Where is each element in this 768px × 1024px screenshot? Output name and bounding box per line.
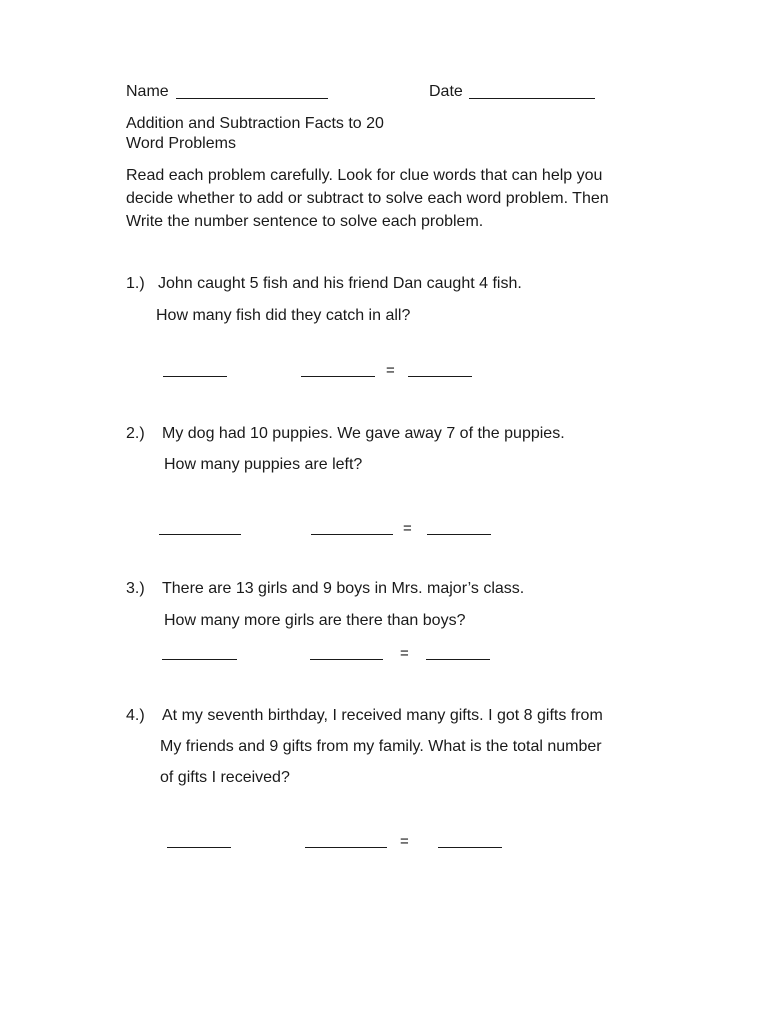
problem-4-line: At my seventh birthday, I received many gifts. I got 8 gifts from (162, 707, 603, 724)
problem-4-blank-second[interactable] (305, 847, 387, 848)
problem-1-blank-answer[interactable] (408, 376, 472, 377)
problem-2-number: 2.) (126, 425, 145, 442)
problem-4-line: of gifts I received? (160, 769, 290, 786)
problem-3-blank-second[interactable] (310, 659, 383, 660)
problem-2-blank-first[interactable] (159, 534, 241, 535)
worksheet-title: Addition and Subtraction Facts to 20 (126, 115, 384, 132)
problem-4-line: My friends and 9 gifts from my family. What is the total number (160, 738, 602, 755)
problem-2-blank-answer[interactable] (427, 534, 491, 535)
problem-1-line: How many fish did they catch in all? (156, 307, 411, 324)
problem-1-blank-second[interactable] (301, 376, 375, 377)
name-label: Name (126, 83, 169, 100)
problem-2-line: My dog had 10 puppies. We gave away 7 of the puppies. (162, 425, 565, 442)
problem-4-equals: = (400, 833, 409, 850)
problem-3-blank-first[interactable] (162, 659, 237, 660)
problem-4-number: 4.) (126, 707, 145, 724)
problem-4-blank-first[interactable] (167, 847, 231, 848)
problem-3-blank-answer[interactable] (426, 659, 490, 660)
problem-2-equals: = (403, 520, 412, 537)
problem-2-blank-second[interactable] (311, 534, 393, 535)
problem-1-line: John caught 5 fish and his friend Dan caught 4 fish. (158, 275, 522, 292)
problem-4-blank-answer[interactable] (438, 847, 502, 848)
name-blank-line[interactable] (176, 98, 328, 99)
date-label: Date (429, 83, 463, 100)
instructions-line: Write the number sentence to solve each problem. (126, 213, 484, 230)
problem-3-line: There are 13 girls and 9 boys in Mrs. major’s class. (162, 580, 525, 597)
problem-2-line: How many puppies are left? (164, 456, 363, 473)
date-blank-line[interactable] (469, 98, 595, 99)
instructions-line: decide whether to add or subtract to solve each word problem. Then (126, 190, 609, 207)
worksheet-subtitle: Word Problems (126, 135, 236, 152)
instructions-line: Read each problem carefully. Look for clue words that can help you (126, 167, 603, 184)
problem-3-equals: = (400, 645, 409, 662)
problem-1-equals: = (386, 362, 395, 379)
problem-3-number: 3.) (126, 580, 145, 597)
problem-1-number: 1.) (126, 275, 145, 292)
problem-1-blank-first[interactable] (163, 376, 227, 377)
problem-3-line: How many more girls are there than boys? (164, 612, 466, 629)
